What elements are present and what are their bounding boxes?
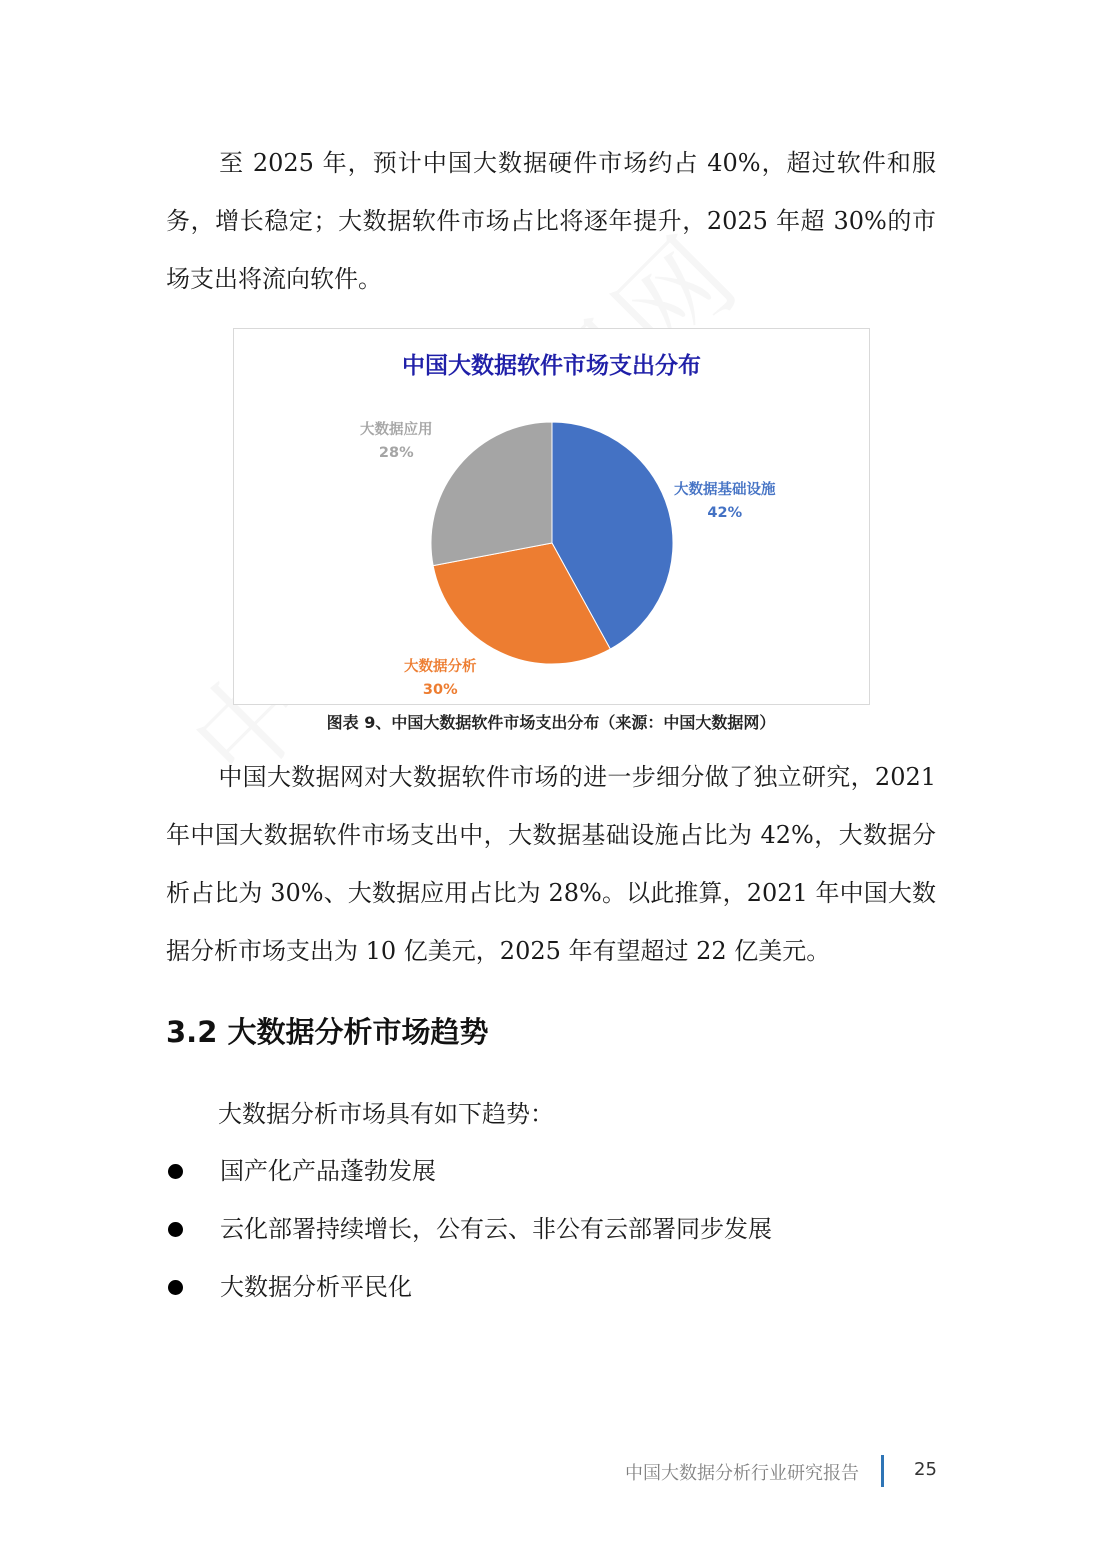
footer-divider: [881, 1455, 884, 1487]
slice-label-infrastructure: [674, 479, 776, 525]
list-item-text: 大数据分析平民化: [220, 1273, 412, 1301]
slice-label-value: 30%: [422, 682, 458, 698]
paragraph-2-text: 中国大数据网对大数据软件市场的进一步细分做了独立研究，2021 年中国大数据软件市场支出中，大数据基础设施占比为 42%，大数据分析占比为 30%、大数据应用占比为 28%。以此推算，2021 年中国大数据分析市场支出为 10 亿美元，2025 年有望超过 22 亿美元。: [166, 763, 936, 965]
list-item: [166, 1258, 772, 1316]
chart-title: 中国大数据软件市场支出分布: [402, 353, 701, 379]
trend-list: [166, 1142, 772, 1316]
footer-report-title: 中国大数据分析行业研究报告: [625, 1463, 859, 1484]
slice-label-value: 28%: [378, 445, 414, 461]
pie-chart: [233, 328, 870, 705]
paragraph-1-text: 至 2025 年，预计中国大数据硬件市场约占 40%，超过软件和服务，增长稳定；大数据软件市场占比将逐年提升，2025 年超 30%的市场支出将流向软件。: [166, 149, 936, 293]
slice-label-applications: [360, 419, 433, 465]
paragraph-2: [166, 748, 936, 980]
slice-label-value: 42%: [707, 505, 743, 521]
bullet-icon: [168, 1280, 183, 1295]
section-heading: 3.2 大数据分析市场趋势: [166, 1015, 489, 1049]
slice-label-name: 大数据应用: [360, 422, 433, 438]
list-item: [166, 1200, 772, 1258]
paragraph-1: [166, 134, 936, 308]
slice-label-name: 大数据分析: [404, 659, 477, 675]
pie-slice: [431, 422, 552, 566]
list-item-text: 国产化产品蓬勃发展: [220, 1157, 436, 1185]
figure-caption: 图表 9、中国大数据软件市场支出分布（来源：中国大数据网）: [326, 713, 776, 732]
bullet-icon: [168, 1164, 183, 1179]
paragraph-3: [166, 1085, 936, 1143]
list-item: [166, 1142, 772, 1200]
page-number: 25: [914, 1459, 937, 1480]
slice-label-name: 大数据基础设施: [674, 482, 776, 498]
list-item-text: 云化部署持续增长，公有云、非公有云部署同步发展: [220, 1215, 772, 1243]
page-footer: [0, 1455, 1102, 1491]
bullet-icon: [168, 1222, 183, 1237]
paragraph-3-text: 大数据分析市场具有如下趋势：: [218, 1100, 554, 1128]
slice-label-analytics: [404, 656, 477, 702]
